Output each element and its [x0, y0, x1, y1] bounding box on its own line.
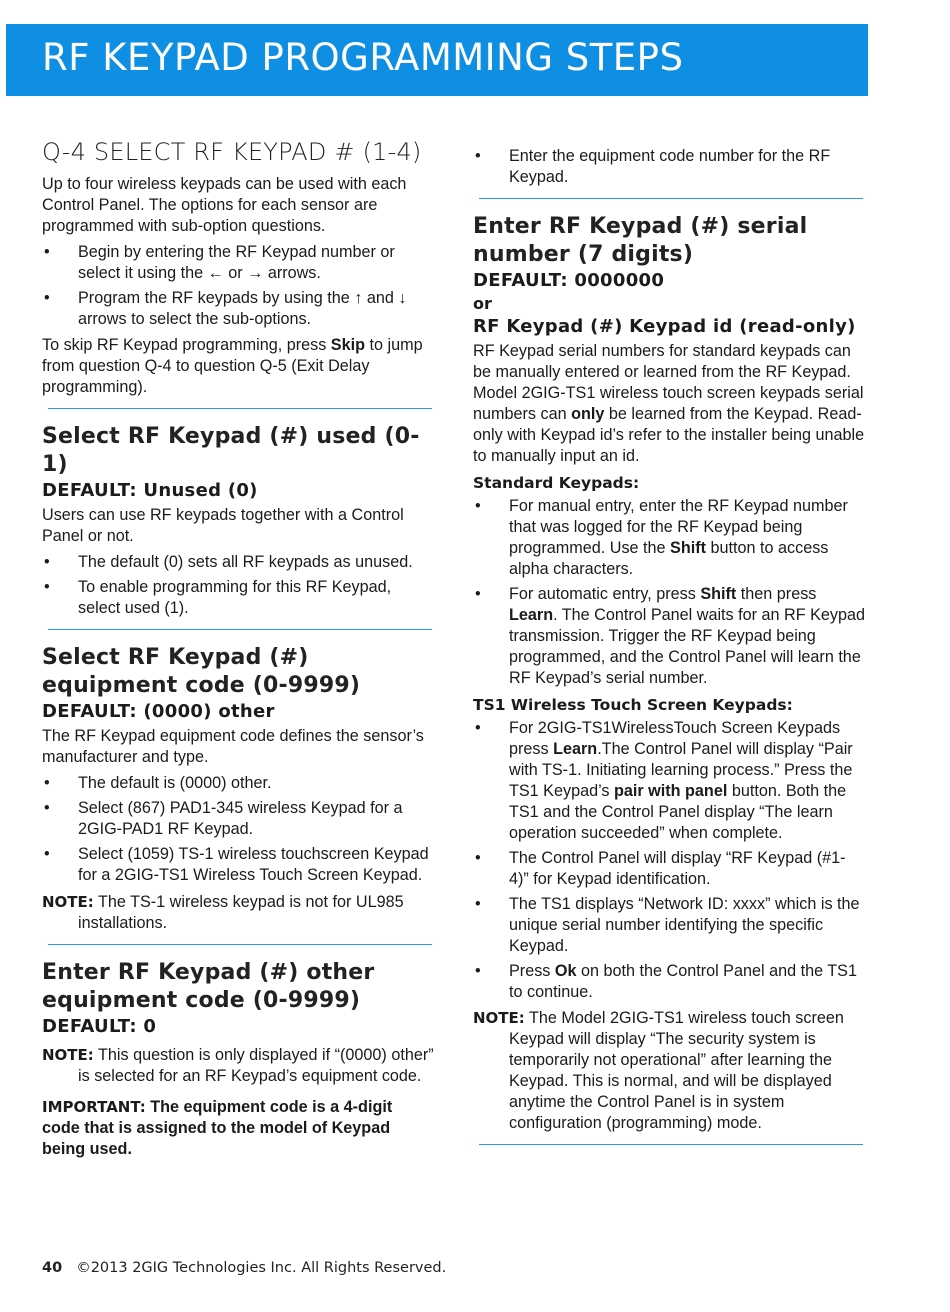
bullet-list — [42, 773, 434, 886]
bullet-icon: • — [475, 895, 481, 913]
section-other-equipment-code — [42, 959, 434, 1160]
list-item-text: The default is (0000) other. — [78, 774, 272, 792]
paragraph: Users can use RF keypads together with a Control Panel or not. — [42, 506, 404, 545]
bullet-icon: • — [475, 585, 481, 603]
list-item — [42, 844, 434, 886]
list-item — [42, 798, 434, 840]
note: NOTE: This question is only displayed if “(0000) other” is selected for an RF Keypad’s equipment code. — [42, 1046, 434, 1085]
divider — [48, 408, 432, 409]
list-item — [42, 773, 434, 794]
list-item: • The TS1 displays “Network ID: xxxx” which is the unique serial number identifying the specific Keypad. — [475, 895, 860, 955]
bullet-icon: • — [475, 962, 481, 980]
important-label: IMPORTANT: — [42, 1098, 146, 1116]
list-item: • The Control Panel will display “RF Keypad (#1-4)” for Keypad identification. — [475, 849, 846, 888]
list-item: • For automatic entry, press Shift then press Learn. The Control Panel waits for an RF Keypad transmission. Trigger the RF Keypad being programmed, and the Control Panel will learn the RF Keypad’s serial number. — [475, 585, 866, 687]
bullet-icon: • — [475, 719, 481, 737]
paragraph: Up to four wireless keypads can be used with each Control Panel. The options for each sensor are programmed with sub-option questions. — [42, 175, 407, 235]
list-item-text: Select (867) PAD1-345 wireless Keypad for a 2GIG-PAD1 RF Keypad. — [78, 799, 403, 838]
bullet-icon: • — [44, 553, 50, 571]
section-serial-number — [473, 213, 865, 1134]
list-item: • For 2GIG-TS1WirelessTouch Screen Keypads press Learn.The Control Panel will display “Pair with TS-1. Initiating learning process.” Press the TS1 Keypad’s pair with panel button. Both the TS1 and the Control Panel display “The learn operation succeeded” when complete. — [475, 719, 853, 842]
list-item — [42, 288, 434, 330]
right-column — [473, 146, 865, 1159]
bullet-list — [473, 146, 865, 188]
bullet-icon: • — [44, 774, 50, 792]
divider — [479, 1144, 863, 1145]
section-keypad-used — [42, 423, 434, 619]
section-title: Select RF Keypad (#) used (0-1) — [42, 424, 420, 477]
page-number: 40 — [42, 1260, 63, 1276]
note-label: NOTE: — [473, 1009, 525, 1027]
list-item-text: Select (1059) TS-1 wireless touchscreen Keypad for a 2GIG-TS1 Wireless Touch Screen Keypad. — [78, 845, 429, 884]
paragraph: To skip RF Keypad programming, press Skip to jump from question Q-4 to question Q-5 (Exit Delay programming). — [42, 336, 423, 396]
bullet-icon: • — [44, 578, 50, 596]
left-column — [42, 138, 434, 1165]
list-item — [473, 146, 865, 188]
divider — [48, 629, 432, 630]
section-title: Enter RF Keypad (#) other equipment code (0-9999) — [42, 960, 375, 1013]
bullet-icon: • — [475, 849, 481, 867]
bullet-list — [473, 718, 865, 1003]
default-label: DEFAULT: 0 — [42, 1016, 157, 1037]
divider — [479, 198, 863, 199]
note-label: NOTE: — [42, 1046, 94, 1064]
list-item-text: Begin by entering the RF Keypad number or select it using the ← or → arrows. — [78, 243, 395, 282]
subsection-title: TS1 Wireless Touch Screen Keypads: — [473, 696, 793, 714]
important-note: IMPORTANT: The equipment code is a 4-digit code that is assigned to the model of Keypad being used. — [42, 1098, 393, 1158]
copyright: ©2013 2GIG Technologies Inc. All Rights Reserved. — [76, 1260, 447, 1276]
list-item: • For manual entry, enter the RF Keypad number that was logged for the RF Keypad being programmed. Use the Shift button to access alpha characters. — [475, 497, 848, 578]
note: NOTE: The TS-1 wireless keypad is not for UL985 installations. — [42, 893, 404, 932]
page-footer — [42, 1260, 446, 1276]
title-banner — [6, 24, 868, 96]
paragraph: The RF Keypad equipment code defines the sensor’s manufacturer and type. — [42, 727, 424, 766]
list-item — [42, 577, 434, 619]
list-item — [42, 242, 434, 284]
section-q4 — [42, 138, 434, 398]
list-item-text: The default (0) sets all RF keypads as unused. — [78, 553, 413, 571]
default-label: DEFAULT: Unused (0) — [42, 480, 258, 501]
list-item-text: Enter the equipment code number for the RF Keypad. — [509, 147, 831, 186]
bullet-icon: • — [44, 845, 50, 863]
section-title: Select RF Keypad (#) equipment code (0-9999) — [42, 645, 361, 698]
section-title: Enter RF Keypad (#) serial number (7 digits) — [473, 214, 808, 267]
subsection-title: Standard Keypads: — [473, 474, 640, 492]
section-title: Q-4 SELECT RF KEYPAD # (1-4) — [42, 138, 422, 166]
alt-title: RF Keypad (#) Keypad id (read-only) — [473, 316, 856, 337]
bullet-icon: • — [44, 799, 50, 817]
default-label: DEFAULT: (0000) other — [42, 701, 275, 722]
skip-key-label: Skip — [330, 336, 365, 354]
list-item-text: Program the RF keypads by using the ↑ and ↓ arrows to select the sub-options. — [78, 289, 407, 328]
bullet-list — [42, 242, 434, 330]
note-label: NOTE: — [42, 893, 94, 911]
bullet-icon: • — [475, 497, 481, 515]
paragraph: RF Keypad serial numbers for standard keypads can be manually entered or learned from the RF Keypad. Model 2GIG-TS1 wireless touch screen keypads serial numbers can only be learned from the Keypad. Read-only with Keypad id’s refer to the installer being unable to manually input an id. — [473, 342, 865, 465]
page-title: RF KEYPAD PROGRAMMING STEPS — [42, 36, 684, 79]
bullet-list — [473, 496, 865, 689]
bullet-icon: • — [475, 147, 481, 165]
bullet-list — [42, 552, 434, 619]
bullet-icon: • — [44, 289, 50, 307]
or-label: or — [473, 294, 492, 313]
note: NOTE: The Model 2GIG-TS1 wireless touch screen Keypad will display “The security system is temporarily not operational” after learning the Keypad. This is normal, and will be displayed anytime the Control Panel is in system configuration (programming) mode. — [473, 1009, 844, 1132]
section-equipment-code — [42, 644, 434, 934]
list-item-text: To enable programming for this RF Keypad, select used (1). — [78, 578, 392, 617]
bullet-icon: • — [44, 243, 50, 261]
list-item — [42, 552, 434, 573]
list-item: • Press Ok on both the Control Panel and the TS1 to continue. — [475, 962, 857, 1001]
divider — [48, 944, 432, 945]
default-label: DEFAULT: 0000000 — [473, 270, 665, 291]
